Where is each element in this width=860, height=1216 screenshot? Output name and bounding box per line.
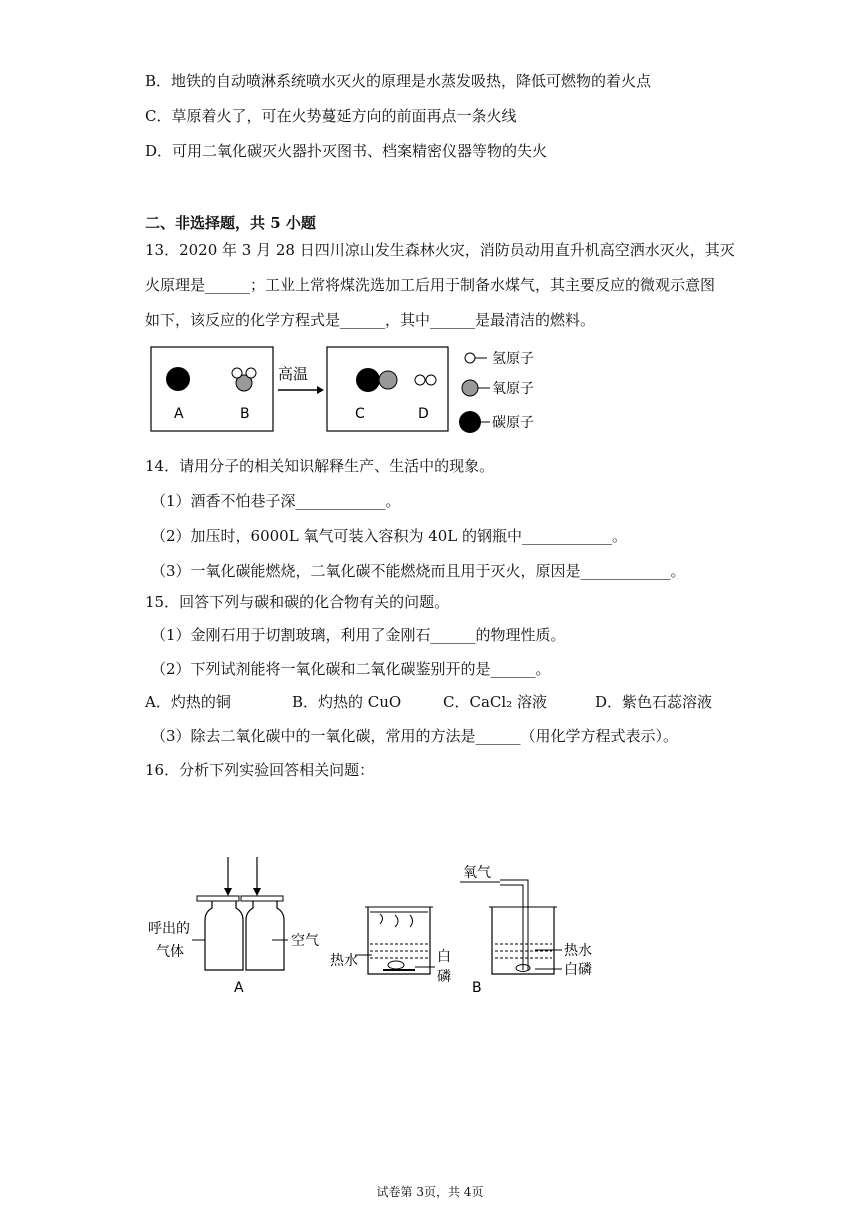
option-c-line: C．草原着火了，可在火势蔓延方向的前面再点一条火线	[145, 107, 517, 125]
label-a-fig: A	[234, 980, 244, 996]
question-14-2: （2）加压时，6000L 氧气可装入容积为 40L 的钢瓶中____________。	[151, 527, 628, 545]
question-14: 14．请用分子的相关知识解释生产、生活中的现象。	[145, 457, 495, 475]
oxygen-label: 氧气	[463, 865, 491, 881]
option-b: B．灼热的 CuO	[292, 693, 402, 711]
label-d: D	[418, 406, 429, 422]
exhaled-label: 呼出的	[148, 921, 190, 937]
option-c: C．CaCl₂ 溶液	[443, 693, 547, 711]
question-13-line1: 13．2020 年 3 月 28 日四川凉山发生森林火灾，消防员动用直升机高空洒水灭火，其灭	[145, 241, 735, 259]
experiment-diagram	[140, 852, 620, 1012]
label-b: B	[240, 406, 250, 422]
legend-carbon: 碳原子	[492, 415, 534, 431]
legend-oxygen: 氧原子	[492, 381, 534, 397]
question-15-1: （1）金刚石用于切割玻璃，利用了金刚石______的物理性质。	[151, 626, 566, 644]
option-a: A．灼热的铜	[145, 693, 231, 711]
option-d: D．紫色石蕊溶液	[595, 693, 713, 711]
question-13-line3: 如下，该反应的化学方程式是______，其中______是最清洁的燃料。	[145, 311, 596, 329]
white-p-label-2: 磷	[437, 969, 451, 985]
white-p-label: 白磷	[564, 962, 592, 978]
label-b-fig: B	[472, 980, 482, 996]
hot-water-label: 热水	[330, 953, 358, 969]
option-d-line: D．可用二氧化碳灭火器扑灭图书、档案精密仪器等物的失火	[145, 142, 548, 160]
question-13-line2: 火原理是______；工业上常将煤洗选加工后用于制备水煤气，其主要反应的微观示意图	[145, 276, 716, 294]
white-p-label-1: 白	[437, 949, 451, 965]
legend-hydrogen: 氢原子	[492, 351, 534, 367]
label-c: C	[355, 406, 365, 422]
reaction-diagram	[150, 342, 560, 437]
question-15: 15．回答下列与碳和碳的化合物有关的问题。	[145, 593, 450, 611]
arrow-label: 高温	[278, 365, 309, 383]
page-footer: 试卷第 3页，共 4页	[376, 1185, 484, 1199]
section-heading: 二、非选择题，共 5 小题	[145, 214, 316, 232]
question-14-1: （1）酒香不怕巷子深____________。	[151, 492, 401, 510]
hot-water-label-2: 热水	[564, 943, 592, 959]
air-label: 空气	[291, 933, 319, 949]
question-16: 16．分析下列实验回答相关问题：	[145, 761, 375, 779]
question-15-3: （3）除去二氧化碳中的一氧化碳，常用的方法是______（用化学方程式表示）。	[151, 727, 679, 745]
question-14-3: （3）一氧化碳能燃烧，二氧化碳不能燃烧而且用于灭火，原因是____________。	[151, 562, 686, 580]
question-15-2: （2）下列试剂能将一氧化碳和二氧化碳鉴别开的是______。	[151, 660, 551, 678]
label-a: A	[174, 406, 184, 422]
option-b-line: B．地铁的自动喷淋系统喷水灭火的原理是水蒸发吸热，降低可燃物的着火点	[145, 72, 652, 90]
exhaled-label-2: 气体	[156, 944, 184, 960]
